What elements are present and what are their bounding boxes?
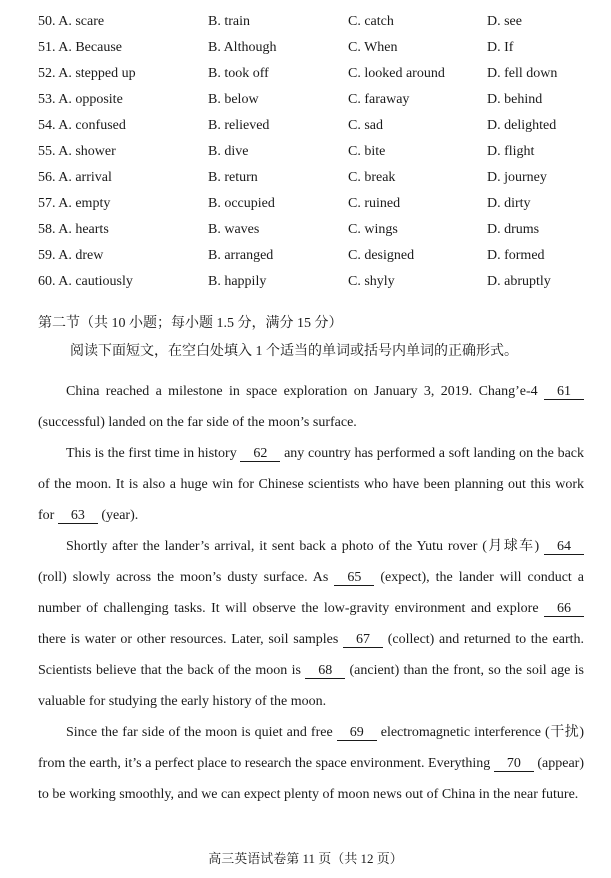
passage-paragraph-1 bbox=[38, 376, 584, 438]
option-c: C. When bbox=[348, 40, 398, 55]
option-row bbox=[0, 248, 611, 274]
options-table bbox=[0, 14, 611, 300]
option-a: 55. A. shower bbox=[38, 144, 116, 159]
passage-paragraph-2 bbox=[38, 438, 584, 531]
blank-70[interactable]: 70 bbox=[494, 756, 534, 772]
option-b: B. below bbox=[208, 92, 259, 107]
blank-69[interactable]: 69 bbox=[337, 725, 377, 741]
option-d: D. fell down bbox=[487, 66, 558, 81]
blank-64[interactable]: 64 bbox=[544, 539, 584, 555]
option-b: B. arranged bbox=[208, 248, 274, 263]
option-row bbox=[0, 144, 611, 170]
option-a: 53. A. opposite bbox=[38, 92, 123, 107]
option-row bbox=[0, 274, 611, 300]
blank-67[interactable]: 67 bbox=[343, 632, 383, 648]
passage-text: (year). bbox=[97, 508, 139, 523]
option-d: D. abruptly bbox=[487, 274, 551, 289]
option-b: B. occupied bbox=[208, 196, 275, 211]
section-heading: 第二节（共 10 小题；每小题 1.5 分，满分 15 分） bbox=[38, 316, 343, 331]
option-c: C. faraway bbox=[348, 92, 410, 107]
option-a: 54. A. confused bbox=[38, 118, 126, 133]
section-instructions: 阅读下面短文，在空白处填入 1 个适当的单词或括号内单词的正确形式。 bbox=[70, 344, 518, 359]
option-b: B. waves bbox=[208, 222, 260, 237]
option-c: C. sad bbox=[348, 118, 383, 133]
option-a: 58. A. hearts bbox=[38, 222, 109, 237]
option-b: B. dive bbox=[208, 144, 249, 159]
option-c: C. break bbox=[348, 170, 396, 185]
blank-66[interactable]: 66 bbox=[544, 601, 584, 617]
option-a: 60. A. cautiously bbox=[38, 274, 133, 289]
option-c: C. shyly bbox=[348, 274, 395, 289]
option-b: B. Although bbox=[208, 40, 277, 55]
passage-text: (expect), the lander will conduct a number of challenging tasks. It will observe the low-gravity environment and explore bbox=[38, 570, 584, 616]
option-d: D. delighted bbox=[487, 118, 557, 133]
passage-text: (appear) to be working smoothly, and we can expect plenty of moon news out of China in the near future. bbox=[38, 756, 584, 802]
option-row bbox=[0, 14, 611, 40]
option-row bbox=[0, 222, 611, 248]
passage bbox=[38, 376, 584, 810]
option-row bbox=[0, 118, 611, 144]
passage-text: (ancient) than the front, so the soil age is valuable for studying the early history of the moon. bbox=[38, 663, 585, 709]
option-b: B. happily bbox=[208, 274, 267, 289]
option-d: D. see bbox=[487, 14, 522, 29]
blank-65[interactable]: 65 bbox=[334, 570, 374, 586]
option-b: B. took off bbox=[208, 66, 269, 81]
option-d: D. If bbox=[487, 40, 514, 55]
passage-text: electromagnetic interference (干扰) from the earth, it’s a perfect place to research the space environment. Everything bbox=[38, 725, 584, 771]
option-a: 50. A. scare bbox=[38, 14, 105, 29]
passage-text: (collect) and returned to the earth. Scientists believe that the back of the moon is bbox=[38, 632, 585, 678]
option-a: 52. A. stepped up bbox=[38, 66, 136, 81]
option-row bbox=[0, 92, 611, 118]
option-d: D. journey bbox=[487, 170, 547, 185]
option-c: C. designed bbox=[348, 248, 415, 263]
passage-paragraph-4 bbox=[38, 717, 584, 810]
option-c: C. catch bbox=[348, 14, 394, 29]
option-b: B. return bbox=[208, 170, 258, 185]
blank-63[interactable]: 63 bbox=[58, 508, 98, 524]
option-a: 57. A. empty bbox=[38, 196, 111, 211]
option-c: C. ruined bbox=[348, 196, 401, 211]
passage-text: This is the first time in history bbox=[66, 446, 241, 461]
option-d: D. flight bbox=[487, 144, 535, 159]
option-d: D. drums bbox=[487, 222, 540, 237]
option-a: 59. A. drew bbox=[38, 248, 104, 263]
option-d: D. behind bbox=[487, 92, 543, 107]
blank-61[interactable]: 61 bbox=[544, 384, 584, 400]
blank-62[interactable]: 62 bbox=[240, 446, 280, 462]
option-c: C. looked around bbox=[348, 66, 445, 81]
blank-68[interactable]: 68 bbox=[305, 663, 345, 679]
option-row bbox=[0, 40, 611, 66]
option-row bbox=[0, 66, 611, 92]
option-a: 56. A. arrival bbox=[38, 170, 112, 185]
option-a: 51. A. Because bbox=[38, 40, 122, 55]
option-b: B. relieved bbox=[208, 118, 270, 133]
passage-text: Since the far side of the moon is quiet and free bbox=[66, 725, 337, 740]
passage-text: China reached a milestone in space exploration on January 3, 2019. Chang’e-4 bbox=[66, 384, 544, 399]
passage-text: Shortly after the lander’s arrival, it sent back a photo of the Yutu rover (月球车) bbox=[66, 539, 544, 554]
passage-paragraph-3 bbox=[38, 531, 584, 717]
option-d: D. formed bbox=[487, 248, 545, 263]
option-d: D. dirty bbox=[487, 196, 531, 211]
option-row bbox=[0, 170, 611, 196]
page-footer: 高三英语试卷第 11 页（共 12 页） bbox=[208, 851, 403, 866]
option-row bbox=[0, 196, 611, 222]
passage-text: there is water or other resources. Later, soil samples bbox=[38, 632, 344, 647]
passage-text: (roll) slowly across the moon’s dusty surface. As bbox=[38, 570, 335, 585]
option-c: C. wings bbox=[348, 222, 398, 237]
option-c: C. bite bbox=[348, 144, 386, 159]
option-b: B. train bbox=[208, 14, 250, 29]
passage-text: any country has performed a soft landing on the back of the moon. It is also a huge win for Chinese scientists who have been planning out this work for bbox=[38, 446, 584, 523]
passage-text: (successful) landed on the far side of the moon’s surface. bbox=[38, 415, 357, 430]
